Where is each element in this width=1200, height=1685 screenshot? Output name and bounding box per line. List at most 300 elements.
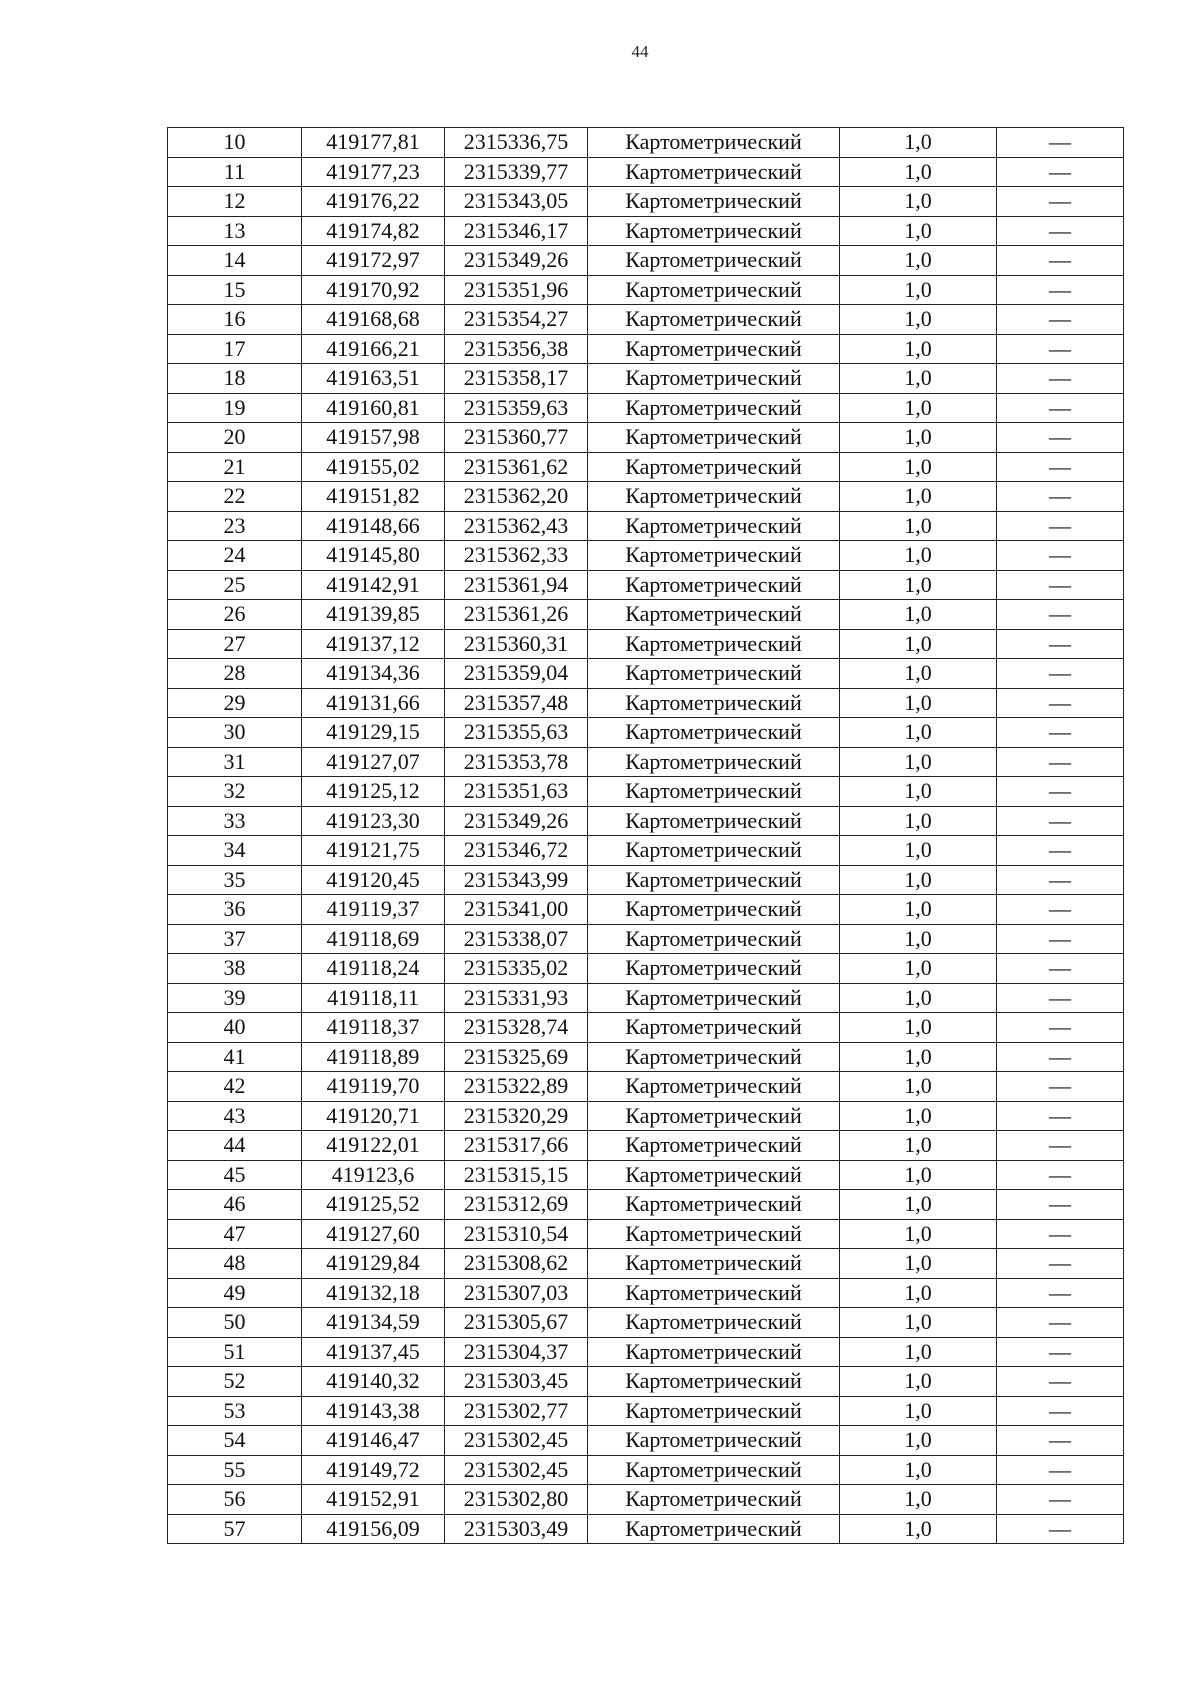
- x-coordinate-cell: 419139,85: [302, 600, 445, 630]
- method-cell: Картометрический: [588, 570, 840, 600]
- note-cell: —: [997, 1337, 1124, 1367]
- method-cell: Картометрический: [588, 865, 840, 895]
- note-cell: —: [997, 924, 1124, 954]
- x-coordinate-cell: 419177,81: [302, 128, 445, 158]
- table-row: [168, 777, 1124, 807]
- y-coordinate-cell: 2315362,33: [445, 541, 588, 571]
- accuracy-cell: 1,0: [840, 482, 997, 512]
- table-row: [168, 1426, 1124, 1456]
- y-coordinate-cell: 2315303,49: [445, 1514, 588, 1544]
- point-number-cell: 10: [168, 128, 302, 158]
- point-number-cell: 43: [168, 1101, 302, 1131]
- table-row: [168, 718, 1124, 748]
- accuracy-cell: 1,0: [840, 1396, 997, 1426]
- accuracy-cell: 1,0: [840, 983, 997, 1013]
- point-number-cell: 34: [168, 836, 302, 866]
- table-row: [168, 747, 1124, 777]
- accuracy-cell: 1,0: [840, 629, 997, 659]
- x-coordinate-cell: 419119,37: [302, 895, 445, 925]
- x-coordinate-cell: 419145,80: [302, 541, 445, 571]
- y-coordinate-cell: 2315358,17: [445, 364, 588, 394]
- table-row: [168, 216, 1124, 246]
- y-coordinate-cell: 2315305,67: [445, 1308, 588, 1338]
- table-row: [168, 1367, 1124, 1397]
- x-coordinate-cell: 419149,72: [302, 1455, 445, 1485]
- accuracy-cell: 1,0: [840, 1249, 997, 1279]
- method-cell: Картометрический: [588, 1013, 840, 1043]
- x-coordinate-cell: 419118,69: [302, 924, 445, 954]
- page-number: 44: [631, 42, 649, 61]
- table-row: [168, 836, 1124, 866]
- point-number-cell: 23: [168, 511, 302, 541]
- table-row: [168, 1042, 1124, 1072]
- table-row: [168, 511, 1124, 541]
- accuracy-cell: 1,0: [840, 688, 997, 718]
- method-cell: Картометрический: [588, 1337, 840, 1367]
- method-cell: Картометрический: [588, 128, 840, 158]
- note-cell: —: [997, 482, 1124, 512]
- point-number-cell: 30: [168, 718, 302, 748]
- method-cell: Картометрический: [588, 659, 840, 689]
- accuracy-cell: 1,0: [840, 157, 997, 187]
- point-number-cell: 40: [168, 1013, 302, 1043]
- coordinates-table-body: [168, 128, 1124, 1544]
- point-number-cell: 29: [168, 688, 302, 718]
- table-row: [168, 1485, 1124, 1515]
- x-coordinate-cell: 419172,97: [302, 246, 445, 276]
- method-cell: Картометрический: [588, 777, 840, 807]
- y-coordinate-cell: 2315360,77: [445, 423, 588, 453]
- x-coordinate-cell: 419156,09: [302, 1514, 445, 1544]
- table-row: [168, 924, 1124, 954]
- y-coordinate-cell: 2315338,07: [445, 924, 588, 954]
- table-row: [168, 305, 1124, 335]
- x-coordinate-cell: 419177,23: [302, 157, 445, 187]
- x-coordinate-cell: 419118,24: [302, 954, 445, 984]
- method-cell: Картометрический: [588, 895, 840, 925]
- y-coordinate-cell: 2315355,63: [445, 718, 588, 748]
- y-coordinate-cell: 2315362,20: [445, 482, 588, 512]
- note-cell: —: [997, 1455, 1124, 1485]
- point-number-cell: 12: [168, 187, 302, 217]
- note-cell: —: [997, 334, 1124, 364]
- table-row: [168, 423, 1124, 453]
- y-coordinate-cell: 2315349,26: [445, 246, 588, 276]
- note-cell: —: [997, 1396, 1124, 1426]
- point-number-cell: 57: [168, 1514, 302, 1544]
- method-cell: Картометрический: [588, 924, 840, 954]
- note-cell: —: [997, 1042, 1124, 1072]
- table-row: [168, 541, 1124, 571]
- y-coordinate-cell: 2315359,63: [445, 393, 588, 423]
- accuracy-cell: 1,0: [840, 954, 997, 984]
- note-cell: —: [997, 216, 1124, 246]
- y-coordinate-cell: 2315322,89: [445, 1072, 588, 1102]
- x-coordinate-cell: 419118,37: [302, 1013, 445, 1043]
- accuracy-cell: 1,0: [840, 305, 997, 335]
- accuracy-cell: 1,0: [840, 718, 997, 748]
- point-number-cell: 44: [168, 1131, 302, 1161]
- note-cell: —: [997, 895, 1124, 925]
- table-row: [168, 659, 1124, 689]
- accuracy-cell: 1,0: [840, 777, 997, 807]
- table-row: [168, 1249, 1124, 1279]
- x-coordinate-cell: 419120,45: [302, 865, 445, 895]
- accuracy-cell: 1,0: [840, 1072, 997, 1102]
- accuracy-cell: 1,0: [840, 1190, 997, 1220]
- accuracy-cell: 1,0: [840, 393, 997, 423]
- accuracy-cell: 1,0: [840, 1101, 997, 1131]
- method-cell: Картометрический: [588, 452, 840, 482]
- x-coordinate-cell: 419134,36: [302, 659, 445, 689]
- method-cell: Картометрический: [588, 806, 840, 836]
- x-coordinate-cell: 419146,47: [302, 1426, 445, 1456]
- method-cell: Картометрический: [588, 1426, 840, 1456]
- x-coordinate-cell: 419120,71: [302, 1101, 445, 1131]
- y-coordinate-cell: 2315357,48: [445, 688, 588, 718]
- point-number-cell: 19: [168, 393, 302, 423]
- x-coordinate-cell: 419118,11: [302, 983, 445, 1013]
- point-number-cell: 18: [168, 364, 302, 394]
- x-coordinate-cell: 419127,60: [302, 1219, 445, 1249]
- point-number-cell: 13: [168, 216, 302, 246]
- point-number-cell: 32: [168, 777, 302, 807]
- point-number-cell: 22: [168, 482, 302, 512]
- point-number-cell: 48: [168, 1249, 302, 1279]
- x-coordinate-cell: 419122,01: [302, 1131, 445, 1161]
- accuracy-cell: 1,0: [840, 659, 997, 689]
- point-number-cell: 49: [168, 1278, 302, 1308]
- method-cell: Картометрический: [588, 364, 840, 394]
- point-number-cell: 45: [168, 1160, 302, 1190]
- y-coordinate-cell: 2315359,04: [445, 659, 588, 689]
- table-row: [168, 600, 1124, 630]
- accuracy-cell: 1,0: [840, 541, 997, 571]
- y-coordinate-cell: 2315302,45: [445, 1426, 588, 1456]
- x-coordinate-cell: 419140,32: [302, 1367, 445, 1397]
- x-coordinate-cell: 419134,59: [302, 1308, 445, 1338]
- y-coordinate-cell: 2315349,26: [445, 806, 588, 836]
- point-number-cell: 46: [168, 1190, 302, 1220]
- point-number-cell: 33: [168, 806, 302, 836]
- method-cell: Картометрический: [588, 216, 840, 246]
- method-cell: Картометрический: [588, 1485, 840, 1515]
- x-coordinate-cell: 419137,45: [302, 1337, 445, 1367]
- point-number-cell: 36: [168, 895, 302, 925]
- method-cell: Картометрический: [588, 1308, 840, 1338]
- x-coordinate-cell: 419132,18: [302, 1278, 445, 1308]
- table-row: [168, 482, 1124, 512]
- x-coordinate-cell: 419176,22: [302, 187, 445, 217]
- y-coordinate-cell: 2315361,94: [445, 570, 588, 600]
- y-coordinate-cell: 2315302,80: [445, 1485, 588, 1515]
- y-coordinate-cell: 2315360,31: [445, 629, 588, 659]
- y-coordinate-cell: 2315354,27: [445, 305, 588, 335]
- note-cell: —: [997, 659, 1124, 689]
- method-cell: Картометрический: [588, 305, 840, 335]
- x-coordinate-cell: 419131,66: [302, 688, 445, 718]
- accuracy-cell: 1,0: [840, 364, 997, 394]
- table-row: [168, 1455, 1124, 1485]
- method-cell: Картометрический: [588, 1278, 840, 1308]
- point-number-cell: 47: [168, 1219, 302, 1249]
- table-row: [168, 895, 1124, 925]
- note-cell: —: [997, 806, 1124, 836]
- note-cell: —: [997, 747, 1124, 777]
- accuracy-cell: 1,0: [840, 865, 997, 895]
- y-coordinate-cell: 2315304,37: [445, 1337, 588, 1367]
- point-number-cell: 54: [168, 1426, 302, 1456]
- y-coordinate-cell: 2315346,72: [445, 836, 588, 866]
- point-number-cell: 28: [168, 659, 302, 689]
- accuracy-cell: 1,0: [840, 1426, 997, 1456]
- point-number-cell: 15: [168, 275, 302, 305]
- method-cell: Картометрический: [588, 954, 840, 984]
- y-coordinate-cell: 2315341,00: [445, 895, 588, 925]
- x-coordinate-cell: 419127,07: [302, 747, 445, 777]
- y-coordinate-cell: 2315310,54: [445, 1219, 588, 1249]
- y-coordinate-cell: 2315361,26: [445, 600, 588, 630]
- point-number-cell: 38: [168, 954, 302, 984]
- y-coordinate-cell: 2315339,77: [445, 157, 588, 187]
- y-coordinate-cell: 2315353,78: [445, 747, 588, 777]
- accuracy-cell: 1,0: [840, 747, 997, 777]
- accuracy-cell: 1,0: [840, 423, 997, 453]
- y-coordinate-cell: 2315325,69: [445, 1042, 588, 1072]
- point-number-cell: 25: [168, 570, 302, 600]
- note-cell: —: [997, 718, 1124, 748]
- method-cell: Картометрический: [588, 1131, 840, 1161]
- x-coordinate-cell: 419157,98: [302, 423, 445, 453]
- x-coordinate-cell: 419125,12: [302, 777, 445, 807]
- method-cell: Картометрический: [588, 187, 840, 217]
- y-coordinate-cell: 2315328,74: [445, 1013, 588, 1043]
- table-row: [168, 157, 1124, 187]
- method-cell: Картометрический: [588, 1514, 840, 1544]
- accuracy-cell: 1,0: [840, 1160, 997, 1190]
- y-coordinate-cell: 2315343,05: [445, 187, 588, 217]
- accuracy-cell: 1,0: [840, 836, 997, 866]
- method-cell: Картометрический: [588, 1190, 840, 1220]
- point-number-cell: 27: [168, 629, 302, 659]
- y-coordinate-cell: 2315351,63: [445, 777, 588, 807]
- note-cell: —: [997, 1308, 1124, 1338]
- point-number-cell: 42: [168, 1072, 302, 1102]
- point-number-cell: 24: [168, 541, 302, 571]
- accuracy-cell: 1,0: [840, 128, 997, 158]
- accuracy-cell: 1,0: [840, 1042, 997, 1072]
- accuracy-cell: 1,0: [840, 1485, 997, 1515]
- accuracy-cell: 1,0: [840, 895, 997, 925]
- accuracy-cell: 1,0: [840, 216, 997, 246]
- note-cell: —: [997, 364, 1124, 394]
- x-coordinate-cell: 419123,30: [302, 806, 445, 836]
- accuracy-cell: 1,0: [840, 806, 997, 836]
- x-coordinate-cell: 419170,92: [302, 275, 445, 305]
- accuracy-cell: 1,0: [840, 1455, 997, 1485]
- note-cell: —: [997, 1219, 1124, 1249]
- point-number-cell: 26: [168, 600, 302, 630]
- accuracy-cell: 1,0: [840, 1308, 997, 1338]
- y-coordinate-cell: 2315346,17: [445, 216, 588, 246]
- table-row: [168, 1308, 1124, 1338]
- table-row: [168, 1190, 1124, 1220]
- x-coordinate-cell: 419121,75: [302, 836, 445, 866]
- method-cell: Картометрический: [588, 1072, 840, 1102]
- method-cell: Картометрический: [588, 1396, 840, 1426]
- note-cell: —: [997, 157, 1124, 187]
- method-cell: Картометрический: [588, 275, 840, 305]
- y-coordinate-cell: 2315362,43: [445, 511, 588, 541]
- y-coordinate-cell: 2315312,69: [445, 1190, 588, 1220]
- note-cell: —: [997, 187, 1124, 217]
- accuracy-cell: 1,0: [840, 511, 997, 541]
- table-row: [168, 1396, 1124, 1426]
- method-cell: Картометрический: [588, 1101, 840, 1131]
- method-cell: Картометрический: [588, 541, 840, 571]
- y-coordinate-cell: 2315317,66: [445, 1131, 588, 1161]
- method-cell: Картометрический: [588, 246, 840, 276]
- method-cell: Картометрический: [588, 718, 840, 748]
- method-cell: Картометрический: [588, 393, 840, 423]
- accuracy-cell: 1,0: [840, 1337, 997, 1367]
- note-cell: —: [997, 246, 1124, 276]
- y-coordinate-cell: 2315351,96: [445, 275, 588, 305]
- accuracy-cell: 1,0: [840, 1131, 997, 1161]
- note-cell: —: [997, 1367, 1124, 1397]
- x-coordinate-cell: 419151,82: [302, 482, 445, 512]
- table-row: [168, 452, 1124, 482]
- method-cell: Картометрический: [588, 511, 840, 541]
- note-cell: —: [997, 1190, 1124, 1220]
- method-cell: Картометрический: [588, 334, 840, 364]
- y-coordinate-cell: 2315335,02: [445, 954, 588, 984]
- method-cell: Картометрический: [588, 688, 840, 718]
- note-cell: —: [997, 1013, 1124, 1043]
- x-coordinate-cell: 419152,91: [302, 1485, 445, 1515]
- x-coordinate-cell: 419148,66: [302, 511, 445, 541]
- table-row: [168, 275, 1124, 305]
- x-coordinate-cell: 419143,38: [302, 1396, 445, 1426]
- note-cell: —: [997, 983, 1124, 1013]
- note-cell: —: [997, 423, 1124, 453]
- point-number-cell: 51: [168, 1337, 302, 1367]
- method-cell: Картометрический: [588, 600, 840, 630]
- table-row: [168, 1514, 1124, 1544]
- point-number-cell: 17: [168, 334, 302, 364]
- accuracy-cell: 1,0: [840, 1219, 997, 1249]
- table-row: [168, 334, 1124, 364]
- table-row: [168, 688, 1124, 718]
- coordinates-table: [167, 127, 1124, 1544]
- y-coordinate-cell: 2315361,62: [445, 452, 588, 482]
- note-cell: —: [997, 629, 1124, 659]
- x-coordinate-cell: 419129,84: [302, 1249, 445, 1279]
- y-coordinate-cell: 2315308,62: [445, 1249, 588, 1279]
- method-cell: Картометрический: [588, 1160, 840, 1190]
- point-number-cell: 14: [168, 246, 302, 276]
- accuracy-cell: 1,0: [840, 570, 997, 600]
- note-cell: —: [997, 541, 1124, 571]
- method-cell: Картометрический: [588, 1367, 840, 1397]
- accuracy-cell: 1,0: [840, 1278, 997, 1308]
- point-number-cell: 56: [168, 1485, 302, 1515]
- method-cell: Картометрический: [588, 482, 840, 512]
- x-coordinate-cell: 419155,02: [302, 452, 445, 482]
- point-number-cell: 21: [168, 452, 302, 482]
- accuracy-cell: 1,0: [840, 924, 997, 954]
- note-cell: —: [997, 1249, 1124, 1279]
- note-cell: —: [997, 1278, 1124, 1308]
- y-coordinate-cell: 2315356,38: [445, 334, 588, 364]
- table-row: [168, 1337, 1124, 1367]
- y-coordinate-cell: 2315315,15: [445, 1160, 588, 1190]
- accuracy-cell: 1,0: [840, 452, 997, 482]
- note-cell: —: [997, 865, 1124, 895]
- note-cell: —: [997, 452, 1124, 482]
- point-number-cell: 41: [168, 1042, 302, 1072]
- note-cell: —: [997, 777, 1124, 807]
- note-cell: —: [997, 954, 1124, 984]
- table-row: [168, 570, 1124, 600]
- note-cell: —: [997, 1426, 1124, 1456]
- x-coordinate-cell: 419166,21: [302, 334, 445, 364]
- method-cell: Картометрический: [588, 1042, 840, 1072]
- note-cell: —: [997, 1160, 1124, 1190]
- table-row: [168, 954, 1124, 984]
- x-coordinate-cell: 419118,89: [302, 1042, 445, 1072]
- note-cell: —: [997, 688, 1124, 718]
- table-row: [168, 1131, 1124, 1161]
- note-cell: —: [997, 1072, 1124, 1102]
- y-coordinate-cell: 2315307,03: [445, 1278, 588, 1308]
- point-number-cell: 52: [168, 1367, 302, 1397]
- x-coordinate-cell: 419129,15: [302, 718, 445, 748]
- accuracy-cell: 1,0: [840, 187, 997, 217]
- point-number-cell: 37: [168, 924, 302, 954]
- method-cell: Картометрический: [588, 747, 840, 777]
- note-cell: —: [997, 600, 1124, 630]
- x-coordinate-cell: 419119,70: [302, 1072, 445, 1102]
- method-cell: Картометрический: [588, 629, 840, 659]
- table-row: [168, 364, 1124, 394]
- point-number-cell: 11: [168, 157, 302, 187]
- accuracy-cell: 1,0: [840, 334, 997, 364]
- x-coordinate-cell: 419123,6: [302, 1160, 445, 1190]
- note-cell: —: [997, 1101, 1124, 1131]
- table-row: [168, 1072, 1124, 1102]
- table-row: [168, 393, 1124, 423]
- point-number-cell: 16: [168, 305, 302, 335]
- method-cell: Картометрический: [588, 1455, 840, 1485]
- method-cell: Картометрический: [588, 157, 840, 187]
- table-row: [168, 806, 1124, 836]
- note-cell: —: [997, 1485, 1124, 1515]
- accuracy-cell: 1,0: [840, 1013, 997, 1043]
- note-cell: —: [997, 305, 1124, 335]
- note-cell: —: [997, 511, 1124, 541]
- table-row: [168, 1160, 1124, 1190]
- table-row: [168, 629, 1124, 659]
- point-number-cell: 53: [168, 1396, 302, 1426]
- y-coordinate-cell: 2315331,93: [445, 983, 588, 1013]
- table-row: [168, 1219, 1124, 1249]
- table-row: [168, 1013, 1124, 1043]
- table-row: [168, 865, 1124, 895]
- method-cell: Картометрический: [588, 1249, 840, 1279]
- table-row: [168, 246, 1124, 276]
- note-cell: —: [997, 570, 1124, 600]
